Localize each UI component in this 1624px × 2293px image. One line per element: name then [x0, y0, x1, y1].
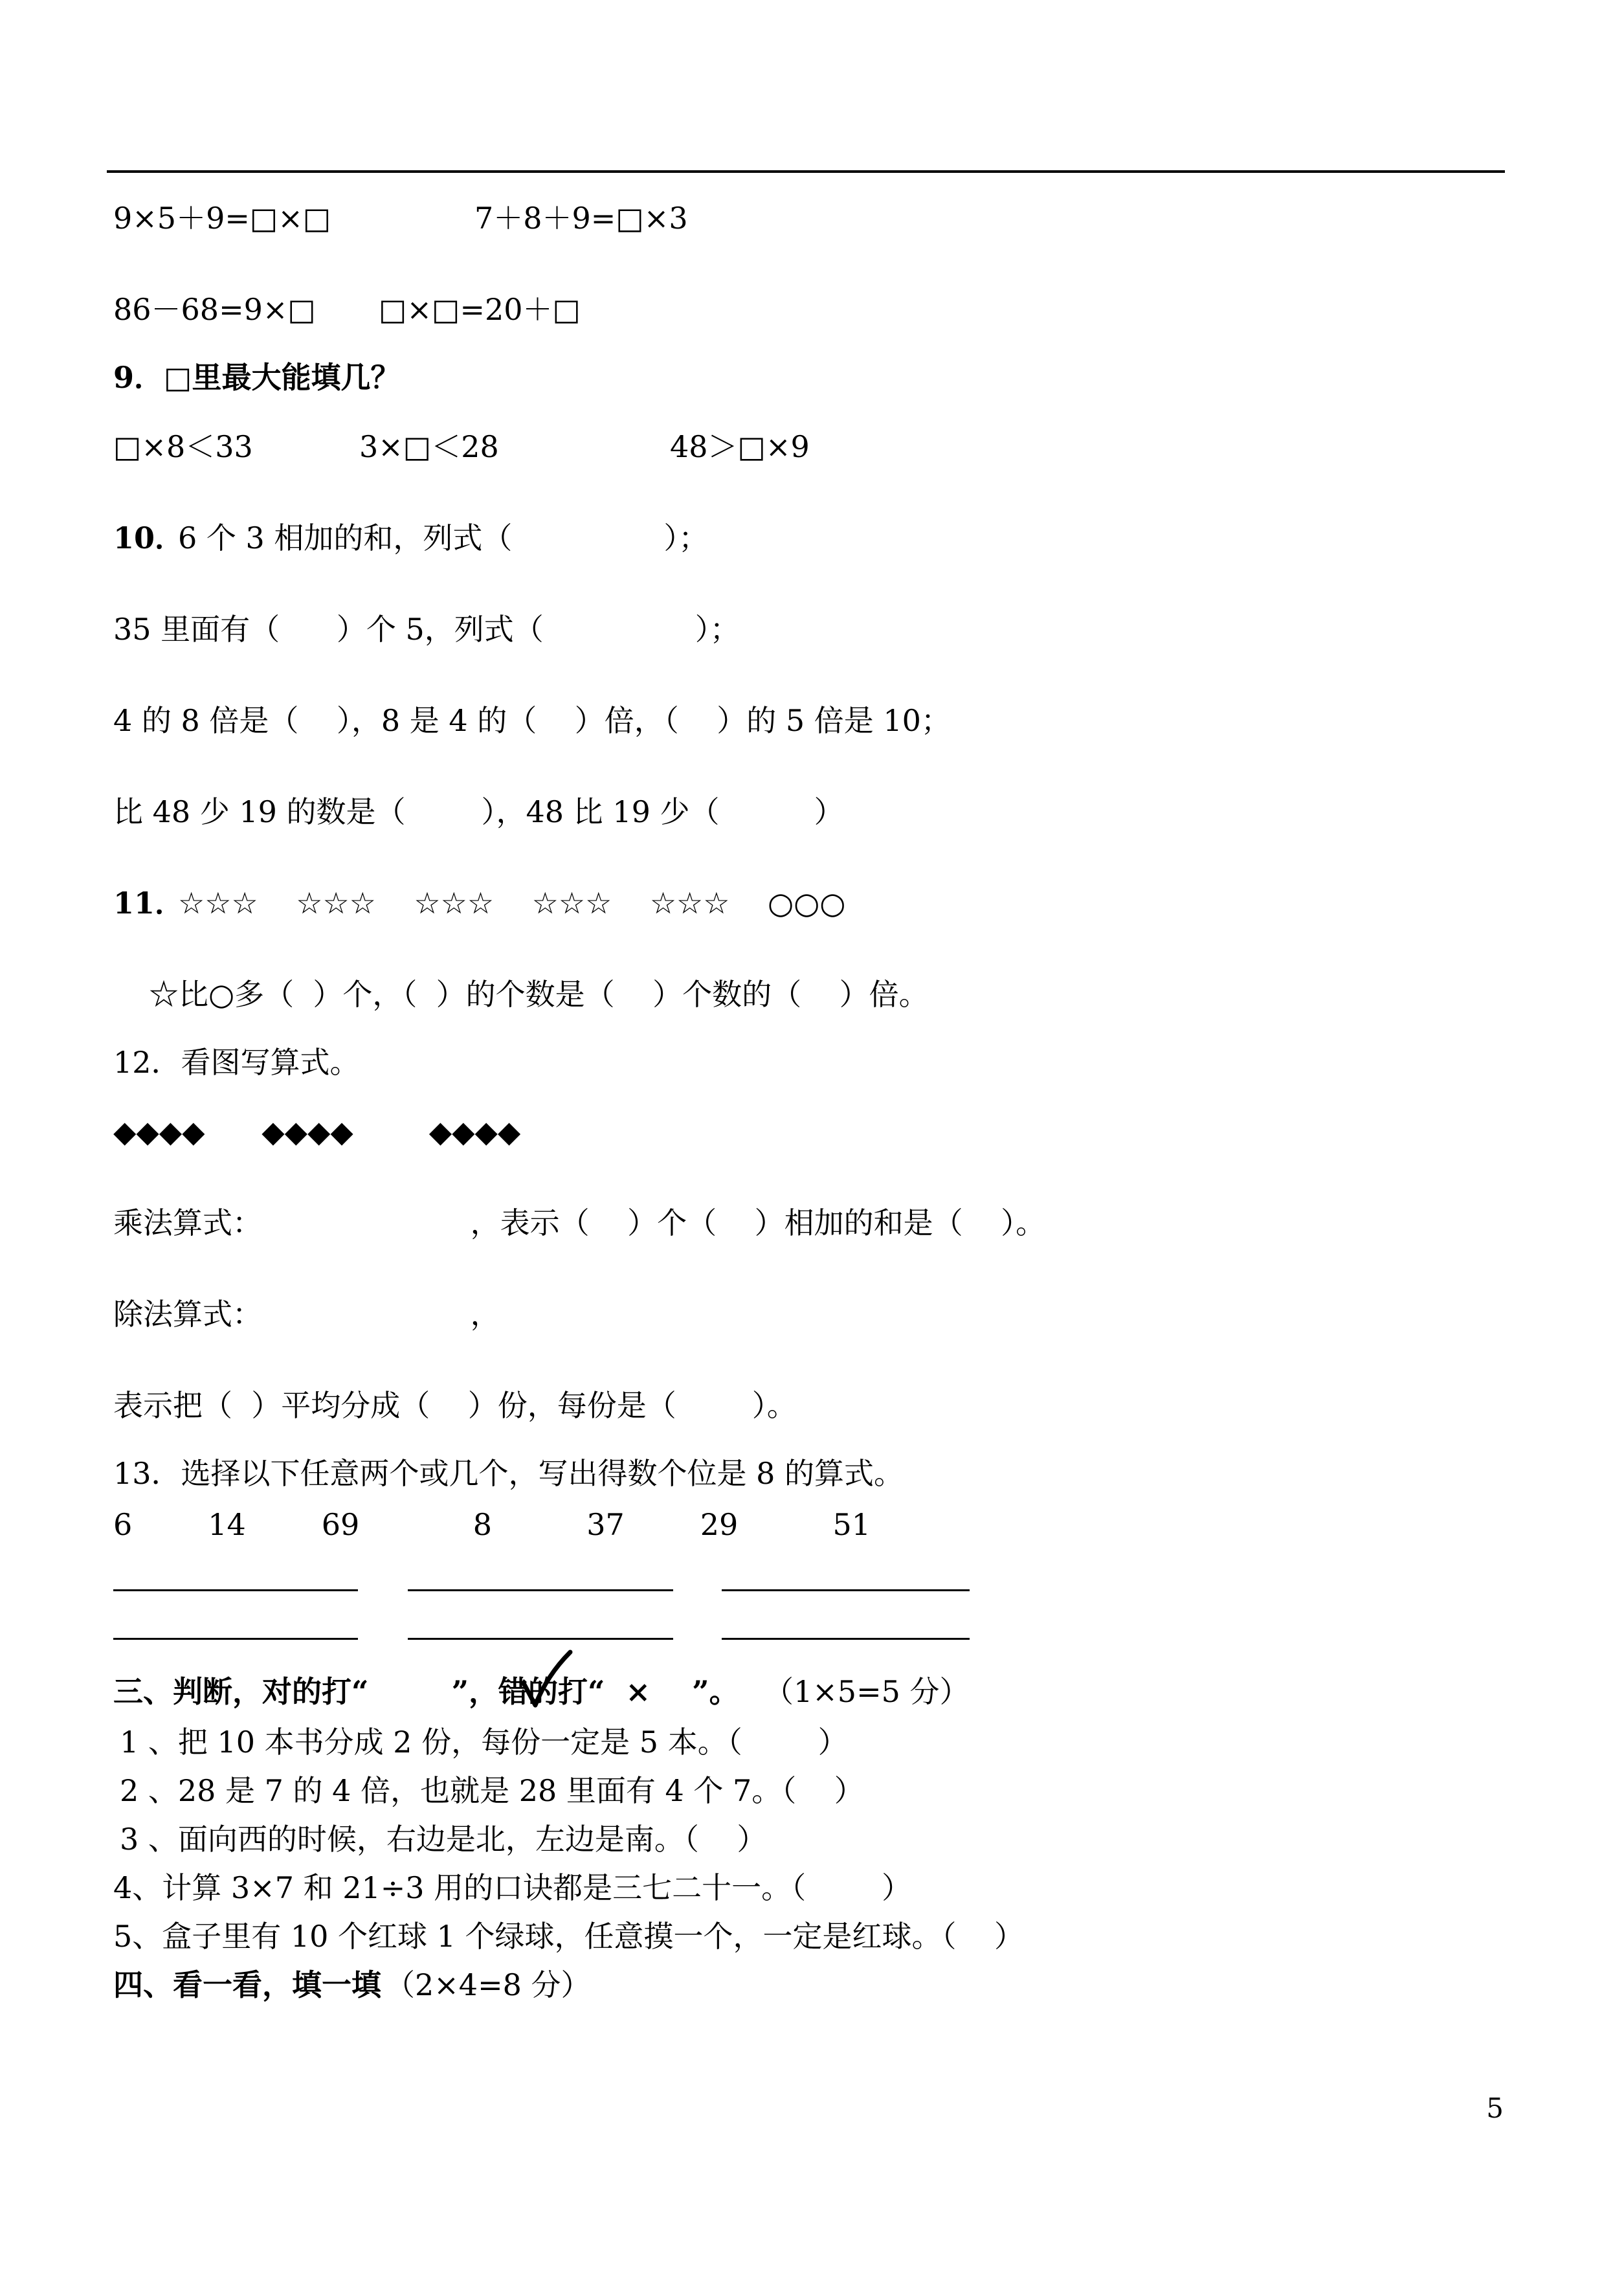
question-12-division: 除法算式： ，	[113, 1297, 500, 1332]
question-12-multiplication: 乘法算式： ，表示（ ）个（ ）相加的和是（ ）。	[113, 1205, 1046, 1240]
question-9-c: 48＞□×9	[670, 429, 810, 464]
section-4-title: 四、看一看，填一填	[113, 1967, 381, 2002]
answer-blank[interactable]	[408, 1638, 673, 1640]
question-9-title: 9．□里最大能填几？	[113, 360, 401, 395]
section-4-score: （2×4=8 分）	[385, 1967, 591, 2002]
question-10-a: 6 个 3 相加的和，列式（ ）；	[178, 520, 709, 555]
question-10-number: 10．	[113, 520, 185, 555]
answer-blank[interactable]	[113, 1589, 358, 1591]
equation-line-1a: 9×5＋9=□×□	[113, 201, 331, 236]
answer-blank[interactable]	[408, 1589, 673, 1591]
answer-blank[interactable]	[722, 1638, 970, 1640]
answer-blank[interactable]	[113, 1638, 358, 1640]
section-3-score: （1×5=5 分）	[764, 1674, 970, 1709]
page-number: 5	[1486, 2092, 1504, 2124]
judgment-item-3: 3 、面向西的时候，右边是北，左边是南。（ ）	[120, 1822, 767, 1857]
question-13-title: 13．选择以下任意两个或几个，写出得数个位是 8 的算式。	[113, 1456, 904, 1491]
equation-line-2b: □×□=20＋□	[379, 292, 581, 327]
question-10-c: 4 的 8 倍是（ ），8 是 4 的（ ）倍，（ ）的 5 倍是 10；	[113, 703, 951, 738]
question-13-numbers: 6 14 69 8 37 29 51	[113, 1507, 871, 1542]
question-12-title: 12．看图写算式。	[113, 1045, 360, 1080]
question-9-b: 3×□＜28	[359, 429, 499, 464]
question-11-text: ☆比○多（ ）个，（ ）的个数是（ ）个数的（ ）倍。	[149, 977, 929, 1012]
question-10-d: 比 48 少 19 的数是（ ），48 比 19 少（ ）	[113, 794, 844, 829]
judgment-item-5: 5、盒子里有 10 个红球 1 个绿球，任意摸一个，一定是红球。（ ）	[113, 1919, 1025, 1954]
check-mark-icon	[521, 1650, 573, 1708]
judgment-item-2: 2 、28 是 7 的 4 倍，也就是 28 里面有 4 个 7。（ ）	[120, 1773, 864, 1808]
question-10-b: 35 里面有（ ）个 5，列式（ ）；	[113, 612, 740, 647]
judgment-item-4: 4、计算 3×7 和 21÷3 用的口诀都是三七二十一。（ ）	[113, 1870, 912, 1905]
section-3-title: 三、判断，对的打“ ”，错的打“ × ”。	[113, 1674, 739, 1709]
question-9-a: □×8＜33	[113, 429, 253, 464]
question-12-division-2: 表示把（ ）平均分成（ ）份，每份是（ ）。	[113, 1388, 797, 1423]
answer-blank[interactable]	[722, 1589, 970, 1591]
header-rule	[107, 170, 1505, 173]
question-11-number: 11．	[113, 886, 185, 921]
judgment-item-1: 1 、把 10 本书分成 2 份，每份一定是 5 本。（ ）	[120, 1725, 848, 1760]
equation-line-1b: 7＋8＋9=□×3	[474, 201, 688, 236]
question-11-shapes: ☆☆☆ ☆☆☆ ☆☆☆ ☆☆☆ ☆☆☆ ○○○	[178, 886, 846, 921]
equation-line-2a: 86－68=9×□	[113, 292, 316, 327]
question-12-diamonds: ◆◆◆◆ ◆◆◆◆ ◆◆◆◆	[113, 1114, 521, 1149]
